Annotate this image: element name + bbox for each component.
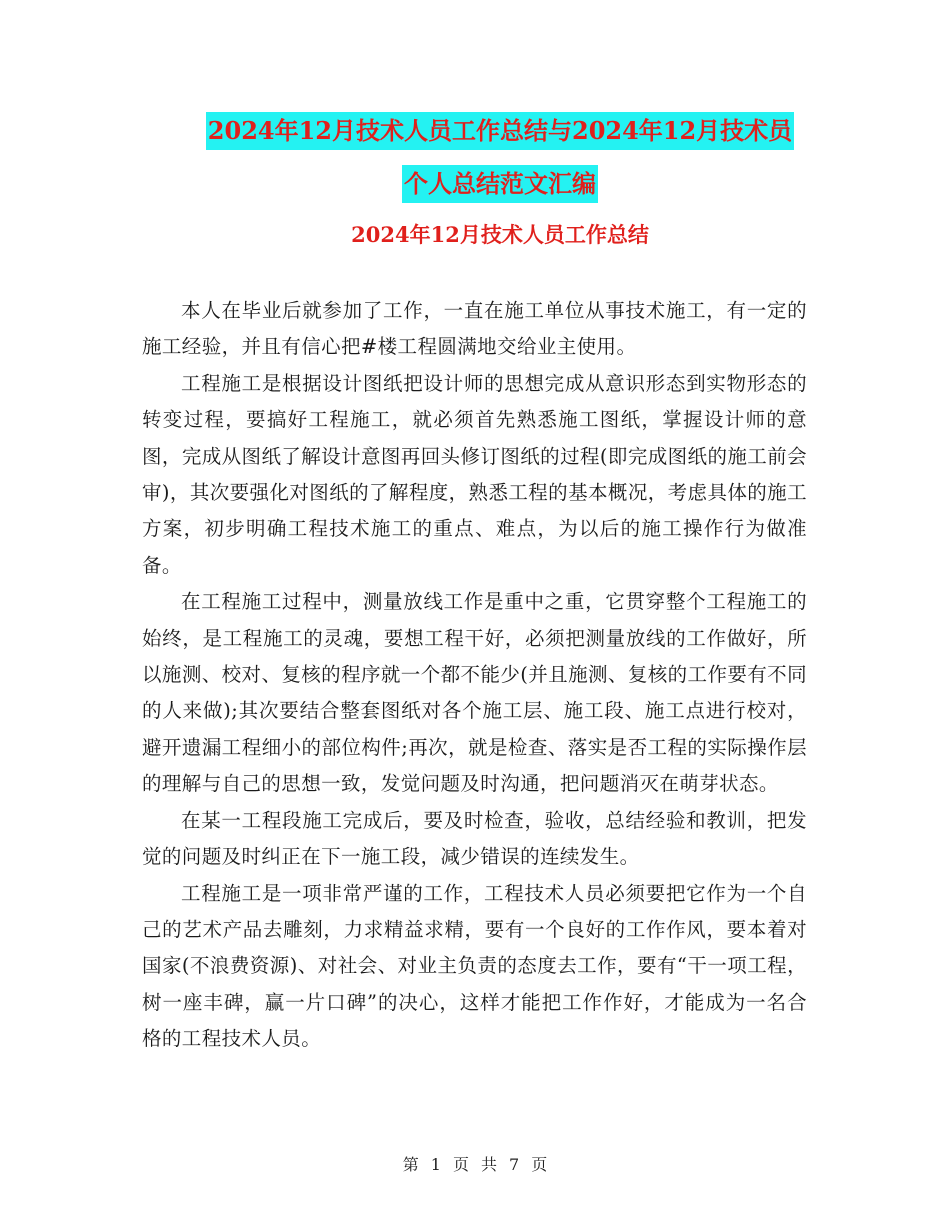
- paragraph: 工程施工是一项非常严谨的工作，工程技术人员必须要把它作为一个自己的艺术产品去雕刻，力求精益求精，要有一个良好的工作作风，要本着对国家(不浪费资源)、对社会、对业主负责的态度去工作，要有“干一项工程，树一座丰碑，赢一片口碑”的决心，这样才能把工作作好，才能成为一名合格的工程技术人员。: [142, 881, 807, 1051]
- document-title-line-1: 2024年12月技术人员工作总结与2024年12月技术员: [206, 112, 794, 150]
- total-page-count: 7: [509, 1155, 520, 1174]
- document-title-line-2: 个人总结范文汇编: [402, 165, 598, 203]
- paragraph: 在某一工程段施工完成后，要及时检查，验收，总结经验和教训，把发觉的问题及时纠正在下一施工段，减少错误的连续发生。: [142, 808, 807, 869]
- page-prefix: 第: [402, 1155, 419, 1174]
- document-title: [140, 112, 860, 203]
- total-prefix: 共: [481, 1155, 498, 1174]
- document-body: [142, 293, 807, 1058]
- page-word: 页: [452, 1155, 469, 1174]
- paragraph: 本人在毕业后就参加了工作，一直在施工单位从事技术施工，有一定的施工经验，并且有信心把#楼工程圆满地交给业主使用。: [142, 299, 807, 359]
- paragraph: 在工程施工过程中，测量放线工作是重中之重，它贯穿整个工程施工的始终，是工程施工的灵魂，要想工程干好，必须把测量放线的工作做好，所以施测、校对、复核的程序就一个都不能少(并且施测、复核的工作要有不同的人来做);其次要结合整套图纸对各个施工层、施工段、施工点进行校对，避开遗漏工程细小的部位构件;再次，就是检查、落实是否工程的实际操作层的理解与自己的思想一致，发觉问题及时沟通，把问题消灭在萌芽状态。: [142, 590, 807, 796]
- paragraph: 工程施工是根据设计图纸把设计师的思想完成从意识形态到实物形态的转变过程，要搞好工程施工，就必须首先熟悉施工图纸，掌握设计师的意图，完成从图纸了解设计意图再回头修订图纸的过程(即完成图纸的施工前会审)，其次要强化对图纸的了解程度，熟悉工程的基本概况，考虑具体的施工方案，初步明确工程技术施工的重点、难点，为以后的施工操作行为做准备。: [142, 371, 807, 577]
- page-footer: [0, 1154, 950, 1176]
- section-heading: 2024年12月技术人员工作总结: [351, 222, 649, 247]
- current-page-number: 1: [430, 1155, 441, 1174]
- total-suffix: 页: [531, 1155, 548, 1174]
